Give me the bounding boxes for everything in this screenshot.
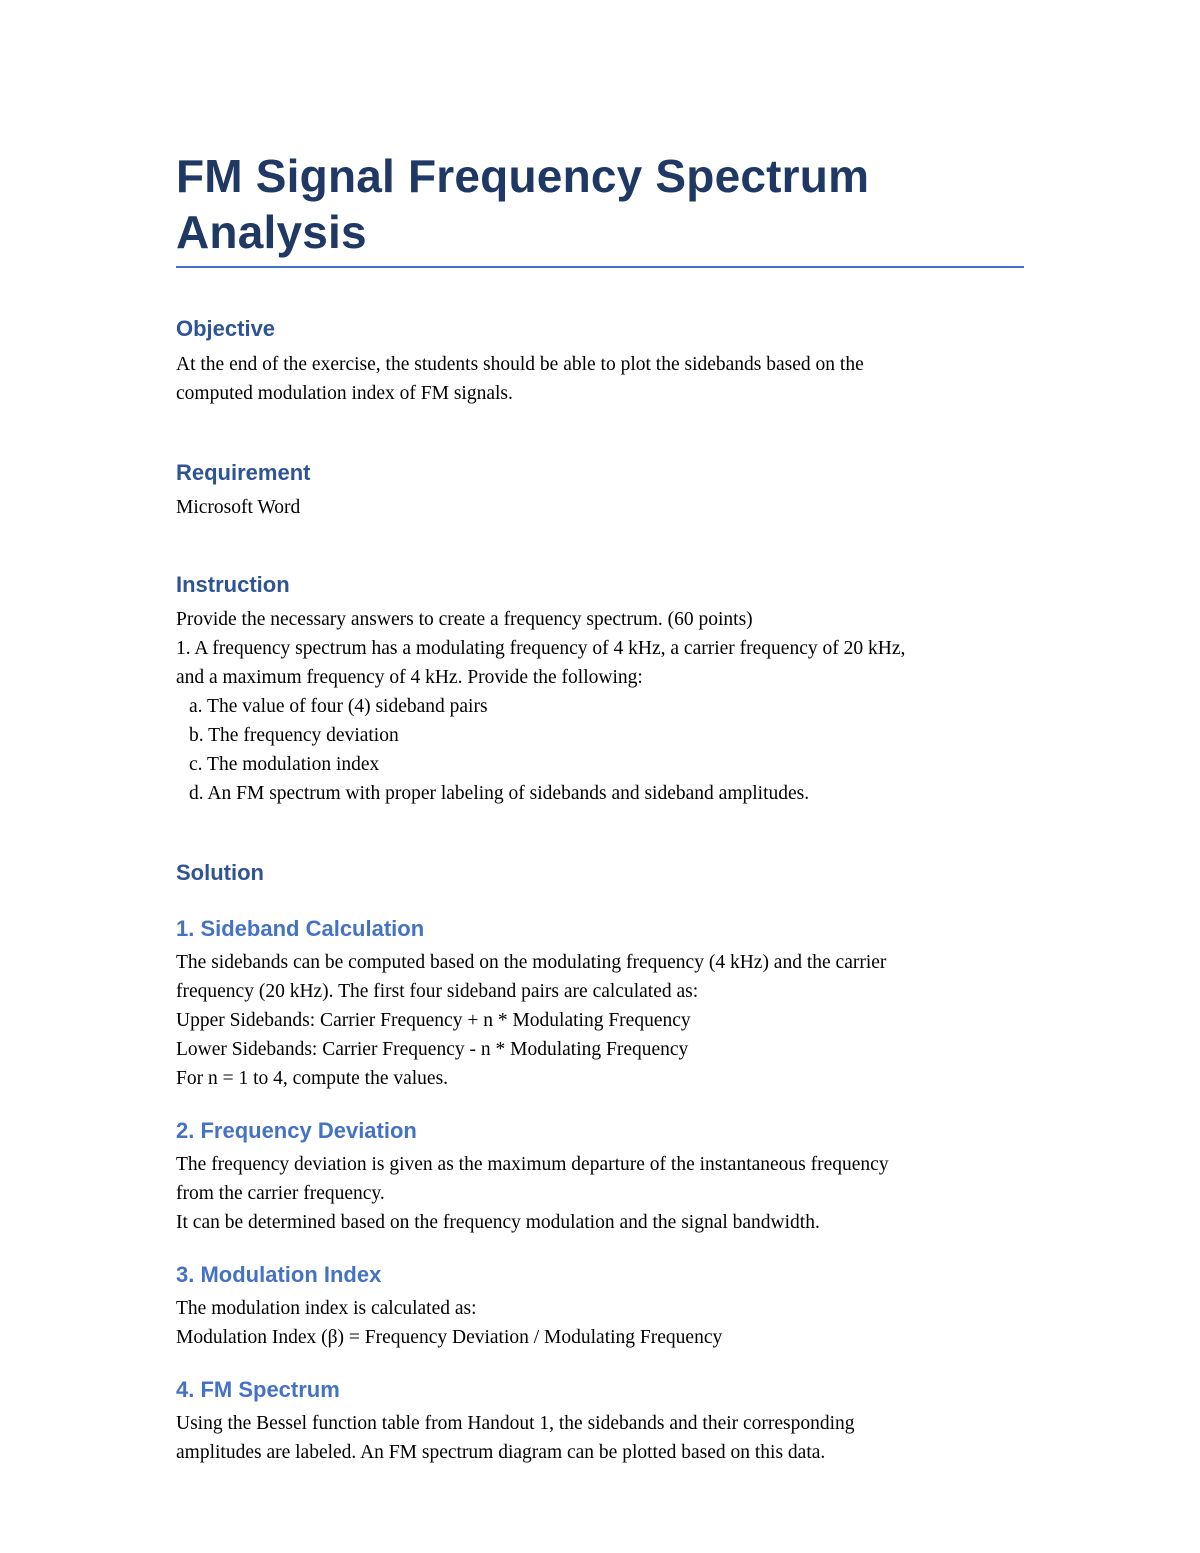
- instruction-intro: Provide the necessary answers to create a frequency spectrum. (60 points): [176, 609, 753, 630]
- objective-section: [176, 315, 1026, 408]
- section-line: Modulation Index (β) = Frequency Deviation / Modulating Frequency: [176, 1327, 723, 1348]
- section-line: frequency (20 kHz). The first four sideband pairs are calculated as:: [176, 981, 699, 1002]
- section-line: The sidebands can be computed based on the modulating frequency (4 kHz) and the carrier: [176, 952, 887, 973]
- section-line: It can be determined based on the frequency modulation and the signal bandwidth.: [176, 1212, 820, 1233]
- section-heading: 4. FM Spectrum: [176, 1377, 340, 1402]
- section-line: Lower Sidebands: Carrier Frequency - n * Modulating Frequency: [176, 1039, 689, 1060]
- solution-heading: Solution: [176, 860, 264, 885]
- section-line: The modulation index is calculated as:: [176, 1298, 477, 1319]
- instruction-item: a. The value of four (4) sideband pairs: [189, 696, 488, 717]
- question-line: and a maximum frequency of 4 kHz. Provide the following:: [176, 667, 643, 688]
- section-heading: 3. Modulation Index: [176, 1262, 382, 1287]
- section-heading: 1. Sideband Calculation: [176, 916, 425, 941]
- instruction-heading: Instruction: [176, 572, 290, 597]
- solution-section: [176, 859, 1026, 1467]
- section-line: amplitudes are labeled. An FM spectrum diagram can be plotted based on this data.: [176, 1442, 826, 1463]
- section-line: Upper Sidebands: Carrier Frequency + n * Modulating Frequency: [176, 1010, 691, 1031]
- instruction-section: [176, 571, 1026, 808]
- section-line: For n = 1 to 4, compute the values.: [176, 1068, 449, 1089]
- question-line: 1. A frequency spectrum has a modulating frequency of 4 kHz, a carrier frequency of 20 kHz,: [176, 638, 906, 659]
- requirement-text: Microsoft Word: [176, 497, 301, 518]
- document-body: [176, 148, 1026, 1467]
- section-line: Using the Bessel function table from Handout 1, the sidebands and their corresponding: [176, 1413, 855, 1434]
- title-underline: [176, 266, 1024, 268]
- document-title: FM Signal Frequency Spectrum Analysis: [176, 150, 870, 258]
- section-line: The frequency deviation is given as the maximum departure of the instantaneous frequency: [176, 1154, 889, 1175]
- fm-spectrum-section: [176, 1376, 1026, 1467]
- instruction-item: c. The modulation index: [189, 754, 380, 775]
- instruction-item: b. The frequency deviation: [189, 725, 399, 746]
- requirement-heading: Requirement: [176, 460, 311, 485]
- sideband-calculation-section: [176, 915, 1026, 1093]
- frequency-deviation-section: [176, 1117, 1026, 1237]
- objective-line: At the end of the exercise, the students should be able to plot the sidebands based on the: [176, 354, 864, 375]
- modulation-index-section: [176, 1261, 1026, 1352]
- requirement-section: [176, 459, 1026, 522]
- objective-line: computed modulation index of FM signals.: [176, 383, 513, 404]
- section-line: from the carrier frequency.: [176, 1183, 385, 1204]
- instruction-item: d. An FM spectrum with proper labeling of sidebands and sideband amplitudes.: [189, 783, 810, 804]
- section-heading: 2. Frequency Deviation: [176, 1118, 417, 1143]
- objective-heading: Objective: [176, 316, 276, 341]
